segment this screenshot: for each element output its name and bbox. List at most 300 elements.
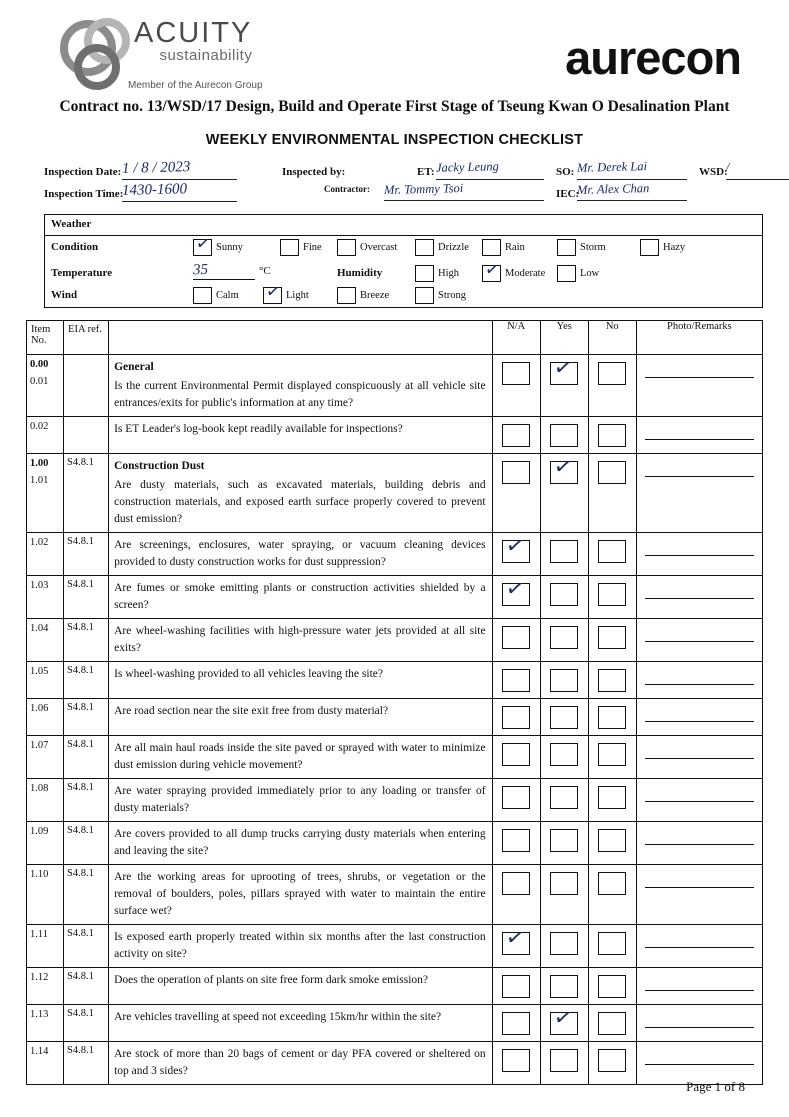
wind-option-breeze[interactable]: [337, 287, 389, 304]
label-fine: Fine: [303, 242, 322, 253]
checkbox-yes[interactable]: [550, 932, 578, 955]
cell-photo-remarks[interactable]: [636, 662, 762, 699]
check-mark-icon: ✓: [552, 1003, 575, 1032]
table-row: [27, 1042, 763, 1085]
header-description: [109, 321, 493, 355]
cell-eia-ref: [64, 1042, 109, 1085]
label-moderate: Moderate: [505, 268, 546, 279]
cell-yes[interactable]: [540, 454, 588, 533]
header-yes: Yes: [540, 321, 588, 355]
group-heading: Construction Dust: [114, 460, 205, 472]
cell-na[interactable]: [492, 779, 540, 822]
item-no-primary: 1.14: [30, 1046, 49, 1057]
checkbox-na[interactable]: [502, 923, 530, 955]
checkbox-storm[interactable]: [557, 239, 576, 256]
remarks-line[interactable]: [645, 598, 754, 599]
item-no-primary: 1.10: [30, 869, 49, 880]
table-row: [27, 822, 763, 865]
remarks-line[interactable]: [645, 947, 754, 948]
item-no-primary: 1.07: [30, 740, 49, 751]
cell-yes[interactable]: [540, 662, 588, 699]
table-row: [27, 736, 763, 779]
checkbox-na[interactable]: [502, 424, 530, 447]
checkbox-yes[interactable]: [550, 353, 578, 385]
remarks-line[interactable]: [645, 684, 754, 685]
cell-no[interactable]: [588, 576, 636, 619]
cell-description: [109, 454, 493, 533]
eia-ref-value: S4.8.1: [67, 971, 94, 982]
checkbox-na[interactable]: [502, 829, 530, 852]
remarks-line[interactable]: [645, 990, 754, 991]
cell-photo-remarks[interactable]: [636, 968, 762, 1005]
check-mark-icon: ✓: [504, 923, 527, 952]
acuity-name: ACUITY: [134, 17, 253, 49]
cell-photo-remarks[interactable]: [636, 699, 762, 736]
checkbox-na[interactable]: [502, 531, 530, 563]
et-contractor-value: Mr. Tommy Tsoi: [383, 180, 464, 198]
label-breeze: Breeze: [360, 290, 390, 301]
checkbox-light[interactable]: ✓: [263, 287, 282, 304]
checkbox-fine[interactable]: [280, 239, 299, 256]
checklist-table: [26, 320, 763, 1085]
cell-yes[interactable]: [540, 736, 588, 779]
contractor-label: Contractor:: [324, 184, 370, 194]
description-text: Are stock of more than 20 bags of cement or day PFA covered or sheltered on top and 3 sides?: [114, 1048, 486, 1077]
humidity-option-moderate[interactable]: [482, 259, 546, 282]
remarks-line[interactable]: [645, 439, 754, 440]
cell-item-no: [27, 779, 64, 822]
iec-label: IEC:: [556, 188, 580, 200]
eia-ref-value: S4.8.1: [67, 579, 94, 590]
cell-photo-remarks[interactable]: [636, 736, 762, 779]
checkbox-no[interactable]: [598, 1049, 626, 1072]
so-value: Mr. Derek Lai: [576, 159, 648, 175]
checkbox-high[interactable]: [415, 265, 434, 282]
header-item-no: Item No.: [27, 321, 64, 355]
checkbox-yes[interactable]: [550, 743, 578, 766]
wsd-field[interactable]: [726, 160, 789, 180]
remarks-line[interactable]: [645, 844, 754, 845]
checkbox-moderate[interactable]: ✓: [482, 265, 501, 282]
cell-photo-remarks[interactable]: [636, 417, 762, 454]
checkbox-overcast[interactable]: [337, 239, 356, 256]
checkbox-yes[interactable]: [550, 829, 578, 852]
checkbox-no[interactable]: [598, 424, 626, 447]
et-contractor-field[interactable]: [384, 182, 544, 201]
checkbox-na[interactable]: [502, 706, 530, 729]
checkbox-hazy[interactable]: [640, 239, 659, 256]
humidity-option-low[interactable]: [557, 265, 599, 282]
cell-na[interactable]: [492, 417, 540, 454]
condition-option-sunny[interactable]: [193, 233, 243, 256]
condition-option-drizzle[interactable]: [415, 239, 469, 256]
cell-yes[interactable]: [540, 699, 588, 736]
checkbox-yes[interactable]: [550, 975, 578, 998]
cell-no[interactable]: [588, 865, 636, 925]
cell-na[interactable]: [492, 699, 540, 736]
cell-description: [109, 925, 493, 968]
checkbox-yes[interactable]: [550, 452, 578, 484]
cell-na[interactable]: [492, 576, 540, 619]
cell-eia-ref: [64, 454, 109, 533]
cell-yes[interactable]: [540, 1042, 588, 1085]
cell-yes[interactable]: [540, 779, 588, 822]
table-row: [27, 925, 763, 968]
checkbox-no[interactable]: [598, 706, 626, 729]
item-no-secondary: 0.01: [30, 376, 49, 387]
description-text: Construction Dust Are dusty materials, such as excavated materials, building debris and construction materials, and exposed earth surface properly covered to prevent dust emission?: [114, 460, 486, 525]
cell-no[interactable]: [588, 355, 636, 417]
cell-no[interactable]: [588, 619, 636, 662]
eia-ref-value: S4.8.1: [67, 536, 94, 547]
description-text: Does the operation of plants on site free form dark smoke emission?: [114, 974, 429, 986]
cell-description: [109, 699, 493, 736]
cell-photo-remarks[interactable]: [636, 822, 762, 865]
checkbox-yes[interactable]: [550, 1049, 578, 1072]
checkbox-yes[interactable]: [550, 872, 578, 895]
cell-na[interactable]: [492, 619, 540, 662]
cell-yes[interactable]: [540, 355, 588, 417]
table-row: [27, 662, 763, 699]
cell-na[interactable]: [492, 355, 540, 417]
checkbox-na[interactable]: [502, 743, 530, 766]
cell-no[interactable]: [588, 662, 636, 699]
cell-description: [109, 662, 493, 699]
label-light: Light: [286, 290, 309, 301]
table-row: [27, 865, 763, 925]
checkbox-calm[interactable]: [193, 287, 212, 304]
description-text: Are road section near the site exit free from dusty material?: [114, 705, 389, 717]
checkbox-no[interactable]: [598, 975, 626, 998]
cell-item-no: [27, 619, 64, 662]
description-text: General Is the current Environmental Permit displayed conspicuously at all vehicle site entrances/exits for public's information at any time?: [114, 361, 486, 409]
cell-no[interactable]: [588, 779, 636, 822]
et-field[interactable]: [436, 160, 544, 180]
et-label: ET:: [417, 166, 435, 178]
table-row: [27, 454, 763, 533]
checkbox-breeze[interactable]: [337, 287, 356, 304]
cell-description: [109, 779, 493, 822]
item-no-primary: 0.00: [30, 359, 49, 370]
cell-item-no: [27, 699, 64, 736]
checkbox-no[interactable]: [598, 669, 626, 692]
cell-item-no: [27, 865, 64, 925]
cell-photo-remarks[interactable]: [636, 779, 762, 822]
eia-ref-value: S4.8.1: [67, 928, 94, 939]
cell-yes[interactable]: [540, 619, 588, 662]
checkbox-yes[interactable]: [550, 786, 578, 809]
inspection-date-value: 1 / 8 / 2023: [121, 159, 191, 177]
cell-item-no: [27, 925, 64, 968]
cell-yes[interactable]: [540, 865, 588, 925]
checkbox-yes[interactable]: [550, 583, 578, 606]
table-row: [27, 1005, 763, 1042]
table-row: [27, 779, 763, 822]
label-drizzle: Drizzle: [438, 242, 469, 253]
description-text: Is wheel-washing provided to all vehicles leaving the site?: [114, 668, 383, 680]
temperature-label: Temperature: [51, 267, 113, 279]
cell-description: [109, 417, 493, 454]
wsd-value: /: [725, 159, 730, 175]
cell-description: [109, 533, 493, 576]
cell-na[interactable]: [492, 925, 540, 968]
cell-description: [109, 968, 493, 1005]
table-row: [27, 355, 763, 417]
cell-na[interactable]: [492, 865, 540, 925]
cell-no[interactable]: [588, 454, 636, 533]
wind-option-strong[interactable]: [415, 287, 466, 304]
cell-na[interactable]: [492, 1005, 540, 1042]
checkbox-na[interactable]: [502, 574, 530, 606]
so-field[interactable]: [577, 160, 687, 180]
cell-na[interactable]: [492, 968, 540, 1005]
cell-eia-ref: [64, 533, 109, 576]
item-no-primary: 1.11: [30, 929, 48, 940]
cell-photo-remarks[interactable]: [636, 576, 762, 619]
checkbox-no[interactable]: [598, 932, 626, 955]
cell-photo-remarks[interactable]: [636, 355, 762, 417]
inspection-info: [44, 159, 763, 208]
cell-no[interactable]: [588, 925, 636, 968]
inspection-time-field[interactable]: [122, 182, 237, 202]
cell-yes[interactable]: [540, 925, 588, 968]
aurecon-logo: aurecon: [565, 31, 741, 84]
checkbox-no[interactable]: [598, 540, 626, 563]
checkbox-na[interactable]: [502, 669, 530, 692]
eia-ref-value: S4.8.1: [67, 702, 94, 713]
temperature-field[interactable]: [193, 261, 255, 280]
item-no-secondary: 1.01: [30, 475, 49, 486]
cell-na[interactable]: [492, 736, 540, 779]
checkbox-no[interactable]: [598, 626, 626, 649]
eia-ref-value: S4.8.1: [67, 665, 94, 676]
cell-na[interactable]: [492, 1042, 540, 1085]
cell-item-no: [27, 1042, 64, 1085]
table-row: [27, 699, 763, 736]
cell-item-no: [27, 576, 64, 619]
cell-photo-remarks[interactable]: [636, 925, 762, 968]
wind-option-calm[interactable]: [193, 287, 239, 304]
item-no-primary: 1.03: [30, 580, 49, 591]
condition-option-hazy[interactable]: [640, 239, 685, 256]
cell-yes[interactable]: [540, 822, 588, 865]
cell-no[interactable]: [588, 822, 636, 865]
inspection-date-label: Inspection Date:: [44, 166, 122, 178]
checkbox-yes[interactable]: [550, 424, 578, 447]
cell-photo-remarks[interactable]: [636, 454, 762, 533]
acuity-member-text: Member of the Aurecon Group: [128, 80, 263, 91]
description-text: Is exposed earth properly treated within six months after the last construction activity on site?: [114, 931, 486, 960]
remarks-line[interactable]: [645, 641, 754, 642]
group-heading: General: [114, 361, 154, 373]
inspection-time-value: 1430-1600: [121, 181, 188, 199]
cell-yes[interactable]: [540, 968, 588, 1005]
cell-eia-ref: [64, 779, 109, 822]
label-low: Low: [580, 268, 600, 279]
humidity-option-high[interactable]: [415, 265, 459, 282]
checkbox-sunny[interactable]: ✓: [193, 239, 212, 256]
checkbox-yes[interactable]: [550, 540, 578, 563]
remarks-line[interactable]: [645, 887, 754, 888]
checkbox-no[interactable]: [598, 829, 626, 852]
cell-no[interactable]: [588, 736, 636, 779]
page-footer: Page 1 of 8: [686, 1079, 745, 1094]
checkbox-na[interactable]: [502, 975, 530, 998]
cell-yes[interactable]: [540, 576, 588, 619]
label-high: High: [438, 268, 459, 279]
cell-na[interactable]: [492, 662, 540, 699]
remarks-line[interactable]: [645, 476, 754, 477]
check-mark-icon: ✓: [552, 353, 575, 382]
check-mark-icon: ✓: [504, 531, 527, 560]
checkbox-no[interactable]: [598, 1012, 626, 1035]
remarks-line[interactable]: [645, 1064, 754, 1065]
cell-na[interactable]: [492, 822, 540, 865]
cell-description: [109, 1042, 493, 1085]
cell-no[interactable]: [588, 417, 636, 454]
cell-item-no: [27, 454, 64, 533]
condition-option-storm[interactable]: [557, 239, 606, 256]
remarks-line[interactable]: [645, 801, 754, 802]
item-no-primary: 1.06: [30, 703, 49, 714]
checkbox-no[interactable]: [598, 362, 626, 385]
page-title: WEEKLY ENVIRONMENTAL INSPECTION CHECKLIST: [205, 132, 584, 148]
cell-eia-ref: [64, 736, 109, 779]
cell-na[interactable]: [492, 533, 540, 576]
checkbox-na[interactable]: [502, 362, 530, 385]
weather-section: [44, 214, 763, 308]
item-no-primary: 0.02: [30, 421, 49, 432]
cell-item-no: [27, 533, 64, 576]
description-text: Are the working areas for uprooting of trees, shrubs, or vegetation or the removal of boulders, poles, pillars sprayed with water to maintain the entire surface wet?: [114, 871, 486, 917]
so-label: SO:: [556, 166, 575, 178]
condition-option-overcast[interactable]: [337, 239, 397, 256]
checkbox-na[interactable]: [502, 1012, 530, 1035]
label-overcast: Overcast: [360, 242, 398, 253]
cell-item-no: [27, 417, 64, 454]
checkbox-yes[interactable]: [550, 669, 578, 692]
checkbox-na[interactable]: [502, 626, 530, 649]
checkbox-rain[interactable]: [482, 239, 501, 256]
cell-eia-ref: [64, 619, 109, 662]
inspection-date-field[interactable]: [122, 160, 237, 180]
cell-photo-remarks[interactable]: [636, 533, 762, 576]
checkbox-no[interactable]: [598, 786, 626, 809]
eia-ref-value: S4.8.1: [67, 782, 94, 793]
cell-photo-remarks[interactable]: [636, 865, 762, 925]
label-calm: Calm: [216, 290, 239, 301]
table-row: [27, 968, 763, 1005]
checkbox-na[interactable]: [502, 1049, 530, 1072]
table-row: [27, 619, 763, 662]
item-no-primary: 1.04: [30, 623, 49, 634]
cell-yes[interactable]: [540, 1005, 588, 1042]
item-no-primary: 1.02: [30, 537, 49, 548]
checkbox-no[interactable]: [598, 743, 626, 766]
cell-no[interactable]: [588, 533, 636, 576]
cell-item-no: [27, 736, 64, 779]
cell-yes[interactable]: [540, 417, 588, 454]
description-text: Are wheel-washing facilities with high-pressure water jets provided at all site exits?: [114, 625, 486, 654]
cell-no[interactable]: [588, 1042, 636, 1085]
checkbox-low[interactable]: [557, 265, 576, 282]
checkbox-na[interactable]: [502, 461, 530, 484]
table-row: [27, 417, 763, 454]
iec-field[interactable]: [577, 182, 687, 201]
inspected-by-label: Inspected by:: [282, 166, 346, 178]
checkbox-yes[interactable]: [550, 1003, 578, 1035]
label-strong: Strong: [438, 290, 467, 301]
cell-eia-ref: [64, 417, 109, 454]
et-value: Jacky Leung: [435, 159, 499, 175]
description-text: Are vehicles travelling at speed not exceeding 15km/hr within the site?: [114, 1011, 442, 1023]
cell-eia-ref: [64, 865, 109, 925]
checkbox-yes[interactable]: [550, 626, 578, 649]
cell-item-no: [27, 1005, 64, 1042]
cell-eia-ref: [64, 576, 109, 619]
cell-eia-ref: [64, 355, 109, 417]
description-text: Are fumes or smoke emitting plants or construction activities shielded by a screen?: [114, 582, 486, 611]
remarks-line[interactable]: [645, 758, 754, 759]
table-row: [27, 576, 763, 619]
cell-photo-remarks[interactable]: [636, 619, 762, 662]
description-text: Are screenings, enclosures, water spraying, or vacuum cleaning devices provided to dusty construction works for dust suppression?: [114, 539, 486, 568]
cell-description: [109, 822, 493, 865]
checkbox-na[interactable]: [502, 872, 530, 895]
cell-description: [109, 1005, 493, 1042]
remarks-line[interactable]: [645, 377, 754, 378]
checkbox-no[interactable]: [598, 583, 626, 606]
cell-no[interactable]: [588, 1005, 636, 1042]
condition-label: Condition: [51, 241, 99, 253]
acuity-mark-icon: [60, 18, 124, 80]
cell-item-no: [27, 355, 64, 417]
cell-yes[interactable]: [540, 533, 588, 576]
checkbox-yes[interactable]: [550, 706, 578, 729]
description-text: Are all main haul roads inside the site paved or sprayed with water to minimize dust emission during vehicle movement?: [114, 742, 486, 771]
cell-na[interactable]: [492, 454, 540, 533]
header-no: No: [588, 321, 636, 355]
cell-eia-ref: [64, 662, 109, 699]
eia-ref-value: [64, 355, 108, 358]
eia-ref-value: S4.8.1: [67, 457, 94, 468]
condition-option-rain[interactable]: [482, 239, 525, 256]
cell-description: [109, 355, 493, 417]
wind-option-light[interactable]: [263, 281, 309, 304]
cell-eia-ref: [64, 925, 109, 968]
remarks-line[interactable]: [645, 555, 754, 556]
checkbox-na[interactable]: [502, 786, 530, 809]
condition-option-fine[interactable]: [280, 239, 322, 256]
checkbox-no[interactable]: [598, 461, 626, 484]
checkbox-no[interactable]: [598, 872, 626, 895]
checklist-body: [27, 355, 763, 1085]
remarks-line[interactable]: [645, 721, 754, 722]
remarks-line[interactable]: [645, 1027, 754, 1028]
eia-ref-value: S4.8.1: [67, 825, 94, 836]
item-no-primary: 1.12: [30, 972, 49, 983]
header-eia-ref: EIA ref.: [64, 321, 109, 355]
checkbox-strong[interactable]: [415, 287, 434, 304]
item-no-primary: 1.13: [30, 1009, 49, 1020]
table-header-row: [27, 321, 763, 355]
cell-photo-remarks[interactable]: [636, 1005, 762, 1042]
cell-description: [109, 619, 493, 662]
description-text: Are covers provided to all dump trucks carrying dusty materials when entering and leaving the site?: [114, 828, 486, 857]
cell-no[interactable]: [588, 699, 636, 736]
cell-no[interactable]: [588, 968, 636, 1005]
checkbox-drizzle[interactable]: [415, 239, 434, 256]
